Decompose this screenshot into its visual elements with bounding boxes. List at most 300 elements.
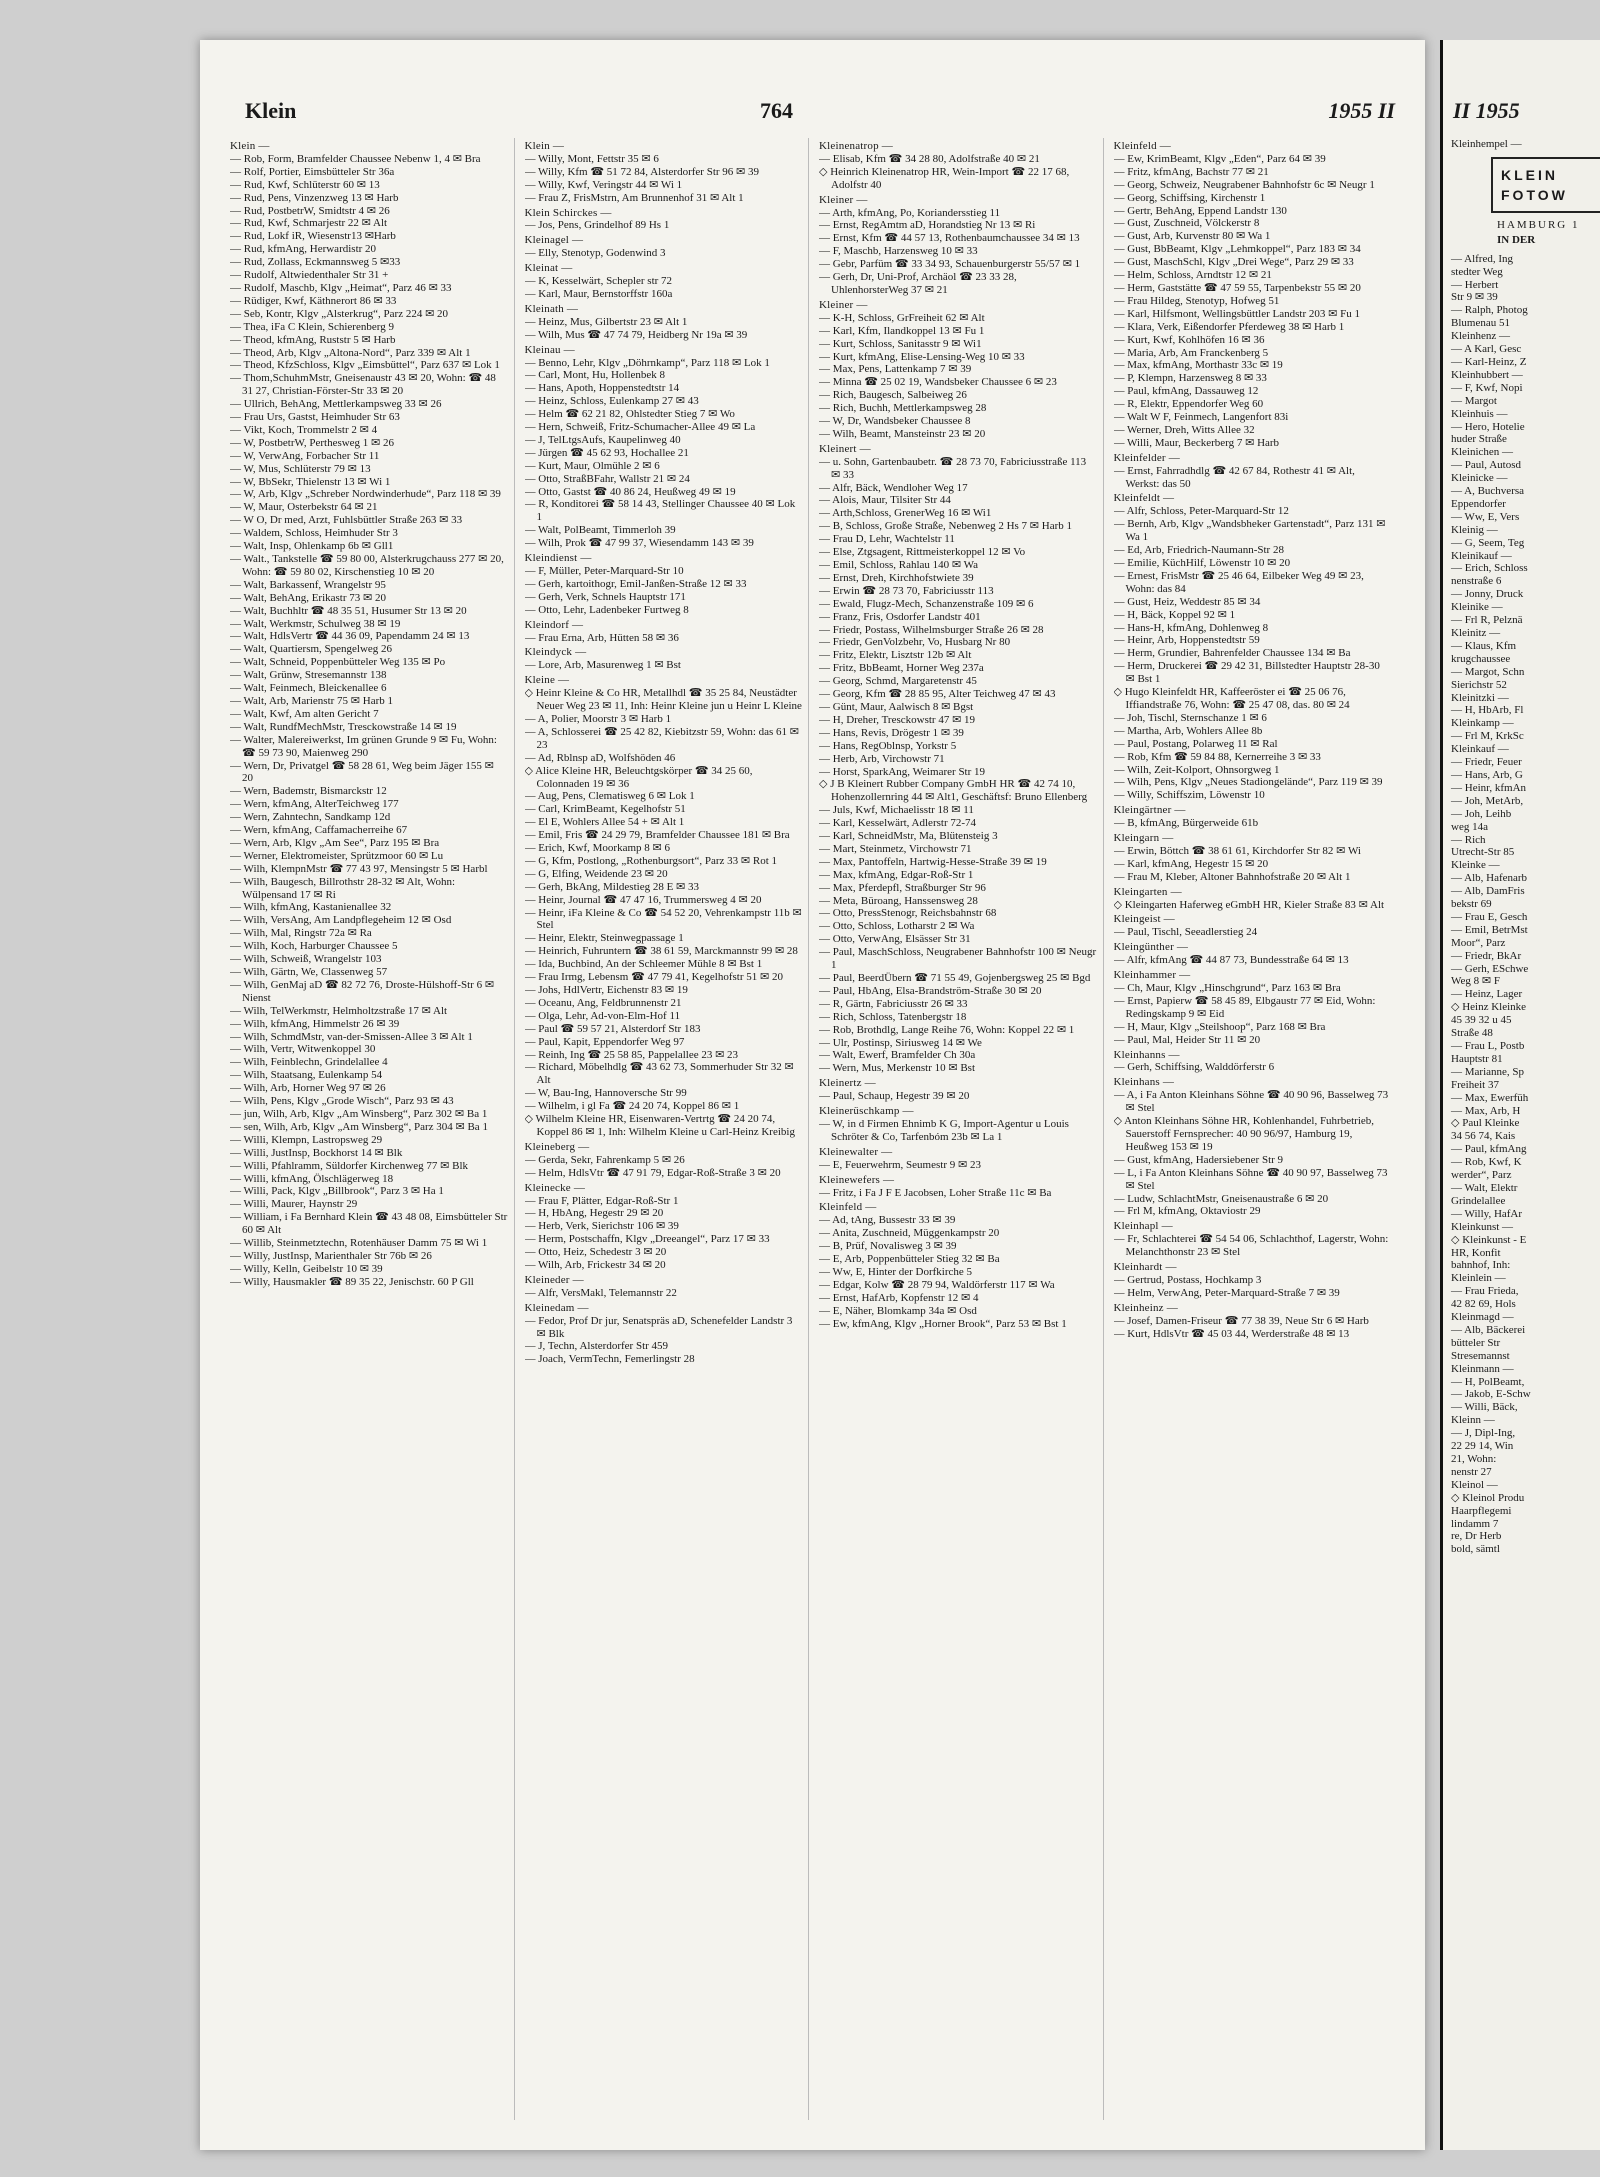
- directory-entry: Kleinhenz —: [1451, 330, 1510, 343]
- directory-entry: — Gerh, Dr, Uni-Prof, Archäol ☎ 23 33 28, UhlenhorsterWeg 37 ✉ 21: [819, 271, 1017, 296]
- directory-entry: — H, PolBeamt,: [1451, 1375, 1525, 1388]
- directory-entry: — Georg, Kfm ☎ 28 85 95, Alter Teichweg 47 ✉ 43: [819, 688, 1056, 701]
- directory-entry: — Ullrich, BehAng, Mettlerkampsweg 33 ✉ 26: [230, 398, 442, 411]
- directory-entry: Moor“, Parz: [1451, 936, 1506, 949]
- directory-entry: — Arth, kfmAng, Po, Koriandersstieg 11: [819, 206, 1001, 219]
- directory-entry: — Ch, Maur, Klgv „Hinschgrund“, Parz 163 ✉ Bra: [1113, 982, 1341, 994]
- surname-heading: Kleinhapl —: [1113, 1220, 1173, 1233]
- directory-entry: — Paul, kfmAng: [1451, 1143, 1527, 1156]
- directory-entry: — Otto, Lehr, Ladenbeker Furtweg 8: [524, 603, 689, 616]
- surname-heading: Klein —: [524, 140, 565, 152]
- directory-entry: ◇ Kleinol Produ: [1451, 1491, 1525, 1504]
- directory-entry: — H, Maur, Klgv „Steilshoop“, Parz 168 ✉ Bra: [1113, 1020, 1326, 1033]
- directory-entry: — Walt W F, Feinmech, Langenfort 83i: [1113, 411, 1289, 424]
- directory-entry: — Herm, Gaststätte ☎ 47 59 55, Tarpenbekstr 55 ✉ 20: [1113, 281, 1361, 294]
- directory-entry: — Ralph, Photog: [1451, 304, 1528, 317]
- directory-entry: — Ernst, RegAmtm aD, Horandstieg Nr 13 ✉ Ri: [819, 219, 1036, 232]
- directory-entry: — Werner, Elektromeister, Sprützmoor 60 ✉ Lu: [230, 849, 444, 862]
- surname-heading: Kleingünther —: [1113, 941, 1189, 954]
- directory-entry: — Karl, Hilfsmont, Wellingsbüttler Landstr 203 ✉ Fu 1: [1113, 307, 1360, 320]
- directory-entry: — Ernst, Kfm ☎ 44 57 13, Rothenbaumchaussee 34 ✉ 13: [819, 232, 1080, 245]
- directory-entry: — Bernh, Arb, Klgv „Wandsbheker Gartenstadt“, Parz 131 ✉ Wa 1: [1113, 518, 1386, 544]
- directory-column-4: [1114, 138, 1398, 2120]
- surname-heading: Kleingärtner —: [1113, 804, 1186, 817]
- directory-entry: Kleinitzki —: [1451, 691, 1509, 704]
- directory-entry: — J, TelLtgsAufs, Kaupelinweg 40: [524, 433, 681, 446]
- directory-entry: — Frau D, Lehr, Wachtelstr 11: [819, 533, 955, 546]
- directory-entry: — Ernst, Fahrradhdlg ☎ 42 67 84, Rothestr 41 ✉ Alt, Werkst: das 50: [1113, 464, 1355, 490]
- directory-entry: — Emil, Schloss, Rahlau 140 ✉ Wa: [819, 559, 979, 571]
- directory-entry: — Rich, Schloss, Tatenbergstr 18: [819, 1010, 967, 1023]
- directory-entry: — Walt, BehAng, Erikastr 73 ✉ 20: [230, 591, 386, 604]
- directory-entry: — Rud, Kwf, Schlüterstr 60 ✉ 13: [230, 178, 380, 191]
- adjacent-page: [1440, 40, 1600, 2150]
- directory-entry: — Walt, Barkassenf, Wrangelstr 95: [230, 578, 386, 591]
- directory-entry: — Rich: [1451, 833, 1486, 846]
- directory-entry: — Walt, Arb, Marienstr 75 ✉ Harb 1: [230, 694, 394, 707]
- directory-entry: — W, PostbetrW, Perthesweg 1 ✉ 26: [230, 436, 395, 449]
- directory-entry: — Olga, Lehr, Ad-von-Elm-Hof 11: [524, 1009, 681, 1022]
- directory-entry: Stresemannst: [1451, 1349, 1510, 1362]
- directory-entry: — Gerh, ESchwe: [1451, 962, 1529, 975]
- directory-entry: — Gertr, BehAng, Eppend Landstr 130: [1113, 204, 1287, 217]
- directory-entry: krugchaussee: [1451, 652, 1511, 665]
- directory-entry: — Emil, BetrMst: [1451, 923, 1528, 936]
- directory-entry: — Waldem, Schloss, Heimhuder Str 3: [230, 527, 398, 540]
- directory-entry: — Gerda, Sekr, Fahrenkamp 5 ✉ 26: [524, 1153, 685, 1166]
- directory-entry: — Willi, Pack, Klgv „Billbrook“, Parz 3 ✉ Ha 1: [230, 1185, 444, 1198]
- directory-entry: — Ewald, Flugz-Mech, Schanzenstraße 109 ✉ 6: [819, 597, 1034, 610]
- directory-entry: — W, Dr, Wandsbeker Chaussee 8: [819, 415, 971, 428]
- directory-entry: — Maria, Arb, Am Franckenberg 5: [1113, 346, 1269, 359]
- directory-entry: — Alfr, kfmAng ☎ 44 87 73, Bundesstraße 64 ✉ 13: [1113, 954, 1349, 967]
- directory-entry: — W, BbSekr, Thielenstr 13 ✉ Wi 1: [230, 475, 391, 488]
- directory-entry: Kleinkunst —: [1451, 1220, 1514, 1233]
- directory-entry: — Paul, BeerdÜbern ☎ 71 55 49, Gojenbergsweg 25 ✉ Bgd: [819, 972, 1091, 984]
- directory-entry: — Herb, Verk, Sierichstr 106 ✉ 39: [524, 1220, 679, 1233]
- directory-entry: — Alb, DamFris: [1451, 885, 1525, 898]
- directory-entry: — Frau E, Gesch: [1451, 910, 1528, 923]
- directory-entry: — Erich, Kwf, Moorkamp 8 ✉ 6: [524, 842, 670, 855]
- directory-entry: — Marianne, Sp: [1451, 1065, 1525, 1078]
- directory-entry: — G, Seem, Teg: [1451, 536, 1525, 549]
- directory-entry: — Frl R, Pelznä: [1451, 614, 1523, 627]
- directory-entry: — Rud, kfmAng, Herwardistr 20: [230, 243, 377, 256]
- directory-entry: — Margot, Schn: [1451, 665, 1525, 678]
- directory-entry: — Walt, PolBeamt, Timmerloh 39: [524, 524, 676, 537]
- directory-entry: — Fritz, kfmAng, Bachstr 77 ✉ 21: [1113, 165, 1269, 178]
- directory-entry: — Karl, Kfm, Ilandkoppel 13 ✉ Fu 1: [819, 324, 985, 337]
- directory-entry: Kleinn —: [1451, 1414, 1495, 1427]
- directory-entry: — Ww, E, Hinter der Dorfkirche 5: [819, 1265, 973, 1278]
- surname-heading: Kleingeist —: [1113, 913, 1175, 926]
- directory-entry: — F, Kwf, Nopi: [1451, 381, 1523, 394]
- surname-heading: Kleindienst —: [524, 552, 592, 565]
- directory-entry: — Gerh, kartoithogr, Emil-Janßen-Straße 12 ✉ 33: [524, 577, 747, 590]
- directory-entry: — Frau Hildeg, Stenotyp, Hofweg 51: [1113, 294, 1280, 307]
- directory-entry: — Herm, Druckerei ☎ 29 42 31, Billstedter Hauptstr 28-30 ✉ Bst 1: [1113, 660, 1380, 686]
- directory-entry: — Walt, Schneid, Poppenbütteler Weg 135 ✉ Po: [230, 656, 446, 669]
- directory-entry: — Max, kfmAng, Morthastr 33c ✉ 19: [1113, 359, 1283, 372]
- surname-heading: Kleineberg —: [524, 1140, 590, 1153]
- directory-entry: — Gust, Arb, Kurvenstr 80 ✉ Wa 1: [1113, 230, 1271, 243]
- directory-entry: — G, Elfing, Weidende 23 ✉ 20: [524, 867, 668, 880]
- surname-heading: Kleinfelder —: [1113, 451, 1180, 464]
- directory-entry: — Max, Pens, Lattenkamp 7 ✉ 39: [819, 363, 972, 376]
- directory-column-3: [819, 138, 1104, 2120]
- directory-entry: — E, Arb, Poppenbütteler Stieg 32 ✉ Ba: [819, 1253, 1000, 1266]
- directory-entry: — Kurt, HdlsVtr ☎ 45 03 44, Werderstraße 48 ✉ 13: [1113, 1327, 1350, 1340]
- directory-entry: — Walt, Insp, Ohlenkamp 6b ✉ Gll1: [230, 540, 394, 553]
- directory-entry: — Friedr, GenVolzbehr, Vo, Husbarg Nr 80: [819, 636, 1011, 649]
- directory-entry: — Max, Arb, H: [1451, 1104, 1521, 1117]
- surname-heading: Kleinat —: [524, 262, 573, 275]
- directory-entry: — Rüdiger, Kwf, Käthnerort 86 ✉ 33: [230, 294, 397, 307]
- directory-entry: — Otto, StraßBFahr, Wallstr 21 ✉ 24: [524, 472, 690, 485]
- surname-heading: Klein Schirckes —: [524, 206, 612, 219]
- directory-entry: — Wern, kfmAng, AlterTeichweg 177: [230, 798, 399, 811]
- directory-entry: — Thea, iFa C Klein, Schierenberg 9: [230, 320, 394, 333]
- directory-entry: — Wilh, Beamt, Mansteinstr 23 ✉ 20: [819, 427, 986, 440]
- directory-entry: — Wilh, Feinblechn, Grindelallee 4: [230, 1056, 388, 1069]
- directory-entry: — Hans, Apoth, Hoppenstedtstr 14: [524, 382, 680, 395]
- directory-entry: — Wilh, Mal, Ringstr 72a ✉ Ra: [230, 927, 372, 940]
- directory-entry: — Walt, Ewerf, Bramfelder Ch 30a: [819, 1049, 976, 1062]
- surname-heading: Kleiner —: [819, 193, 868, 206]
- surname-heading: Kleingarten —: [1113, 885, 1182, 898]
- directory-entry: — Wilh, Staatsang, Eulenkamp 54: [230, 1069, 383, 1082]
- directory-entry: — Otto, PressStenogr, Reichsbahnstr 68: [819, 907, 997, 920]
- directory-entry: — Rob, Brothdlg, Lange Reihe 76, Wohn: Koppel 22 ✉ 1: [819, 1023, 1075, 1036]
- adjacent-page-header: II 1955: [1453, 98, 1520, 123]
- directory-entry: Kleinhuis —: [1451, 407, 1508, 420]
- directory-entry: — K-H, Schloss, GrFreiheit 62 ✉ Alt: [819, 311, 985, 324]
- directory-entry: — Richard, Möbelhdlg ☎ 43 62 73, Sommerhuder Str 32 ✉ Alt: [524, 1061, 794, 1087]
- directory-entry: Sierichstr 52: [1451, 678, 1507, 691]
- directory-entry: — Wern, Bademstr, Bismarckstr 12: [230, 785, 387, 798]
- directory-entry: — Willy, JustInsp, Marienthaler Str 76b ✉ 26: [230, 1249, 432, 1262]
- surname-heading: Kleinecke —: [524, 1181, 586, 1194]
- directory-entry: — Benno, Lehr, Klgv „Döhrnkamp“, Parz 118 ✉ Lok 1: [524, 356, 770, 369]
- directory-entry: — Ernst, Dreh, Kirchhofstwiete 39: [819, 571, 974, 584]
- directory-entry: — Otto, Gastst ☎ 40 86 24, Heußweg 49 ✉ 19: [524, 485, 736, 498]
- directory-entry: — Frau Urs, Gastst, Heimhuder Str 63: [230, 411, 400, 424]
- directory-entry: — Meta, Büroang, Hanssensweg 28: [819, 894, 978, 907]
- directory-entry: — Wilhelm, i gl Fa ☎ 24 20 74, Koppel 86 ✉ 1: [524, 1100, 740, 1113]
- directory-entry: — Georg, Schiffsing, Kirchenstr 1: [1113, 191, 1266, 204]
- directory-entry: ◇ Paul Kleinke: [1451, 1117, 1520, 1130]
- directory-entry: — H, HbAng, Hegestr 29 ✉ 20: [524, 1207, 664, 1220]
- directory-entry: — Friedr, Feuer: [1451, 756, 1522, 769]
- directory-entry: — Herb, Arb, Virchowstr 71: [819, 752, 945, 765]
- directory-entry: — Helm, Schloss, Arndtstr 12 ✉ 21: [1113, 269, 1272, 282]
- directory-entry: — Paul, HbAng, Elsa-Brandström-Straße 30 ✉ 20: [819, 984, 1042, 997]
- directory-entry: — Rud, Kwf, Schmarjestr 22 ✉ Alt: [230, 217, 388, 230]
- directory-entry: — Ulr, Postinsp, Siriusweg 14 ✉ We: [819, 1036, 982, 1049]
- directory-entry: — Herm, Grundier, Bahrenfelder Chaussee 134 ✉ Ba: [1113, 647, 1351, 660]
- directory-entry: — Gust, BbBeamt, Klgv „Lehmkoppel“, Parz 183 ✉ 34: [1113, 243, 1361, 256]
- directory-entry: — Jos, Pens, Grindelhof 89 Hs 1: [524, 219, 670, 232]
- directory-entry: — Heinz, Mus, Gilbertstr 23 ✉ Alt 1: [524, 315, 688, 328]
- directory-column-2: [525, 138, 810, 2120]
- directory-entry: — Wern, Zahntechn, Sandkamp 12d: [230, 811, 391, 824]
- directory-entry: — Paul, kfmAng, Dassauweg 12: [1113, 385, 1259, 398]
- directory-entry: — Ad, tAng, Bussestr 33 ✉ 39: [819, 1214, 956, 1227]
- directory-entry: — Heinz, Lager: [1451, 988, 1523, 1001]
- directory-entry: — Rich, Buchh, Mettlerkampsweg 28: [819, 402, 987, 415]
- directory-entry: — Karl, Kesselwärt, Adlerstr 72-74: [819, 817, 977, 830]
- directory-entry: — Willy, Kwf, Veringstr 44 ✉ Wi 1: [524, 178, 683, 191]
- directory-entry: — E, Feuerwehrm, Seumestr 9 ✉ 23: [819, 1158, 981, 1171]
- directory-entry: — Horst, SparkAng, Weimarer Str 19: [819, 765, 986, 778]
- surname-heading: Kleingarn —: [1113, 832, 1174, 845]
- directory-entry: — Walt, Werkmstr, Schulweg 38 ✉ 19: [230, 617, 401, 630]
- directory-entry: Weg 8 ✉ F: [1451, 975, 1500, 988]
- directory-entry: — Karl-Heinz, Z: [1451, 355, 1527, 368]
- directory-entry: — G, Kfm, Postlong, „Rothenburgsort“, Parz 33 ✉ Rot 1: [524, 854, 778, 867]
- directory-entry: — Karl, SchneidMstr, Ma, Blütensteig 3: [819, 830, 998, 843]
- directory-entry: — W, Arb, Klgv „Schreber Nordwinderhude“, Parz 118 ✉ 39: [230, 488, 501, 501]
- directory-entry: — Otto, Heiz, Schedestr 3 ✉ 20: [524, 1246, 667, 1259]
- directory-entry: Kleinol —: [1451, 1478, 1498, 1491]
- directory-entry: 45 39 32 u 45: [1451, 1014, 1512, 1027]
- directory-entry: — K, Kesselwärt, Schepler str 72: [524, 275, 673, 288]
- directory-entry: Kleinicke —: [1451, 472, 1508, 485]
- directory-entry: — Ew, KrimBeamt, Klgv „Eden“, Parz 64 ✉ 39: [1113, 152, 1326, 165]
- directory-entry: — Joach, VermTechn, Femerlingstr 28: [524, 1353, 695, 1366]
- directory-entry: weg 14a: [1451, 820, 1488, 833]
- directory-entry: — W O, Dr med, Arzt, Fuhlsbüttler Straße 263 ✉ 33: [230, 514, 463, 527]
- directory-entry: — Hans, Arb, G: [1451, 768, 1523, 781]
- directory-entry: — Georg, Schweiz, Neugrabener Bahnhofstr 6c ✉ Neugr 1: [1113, 178, 1375, 191]
- directory-entry: — J, Techn, Alsterdorfer Str 459: [524, 1340, 669, 1353]
- directory-entry: bekstr 69: [1451, 898, 1492, 911]
- directory-entry: Haarpflegemi: [1451, 1504, 1512, 1517]
- directory-entry: — Paul, Postang, Polarweg 11 ✉ Ral: [1113, 737, 1278, 750]
- directory-entry: — Margot: [1451, 394, 1497, 407]
- directory-entry: — Ernst, HafArb, Kopfenstr 12 ✉ 4: [819, 1291, 979, 1304]
- surname-heading: Kleinagel —: [524, 234, 584, 247]
- directory-entry: ◇ Alice Kleine HR, Beleuchtgskörper ☎ 34 25 60, Colonnaden 19 ✉ 36: [524, 764, 753, 790]
- directory-entry: — Wilh, Arb, Frickestr 34 ✉ 20: [524, 1259, 666, 1272]
- directory-entry: — Wilh, TelWerkmstr, Helmholtzstraße 17 ✉ Alt: [230, 1004, 448, 1017]
- directory-entry: ◇ J B Kleinert Rubber Company GmbH HR ☎ 42 74 10, Hohenzollernring 44 ✉ Alt1, Geschäftsf: Bruno Ellenberg: [819, 778, 1088, 804]
- directory-entry: — Helm ☎ 62 21 82, Ohlstedter Stieg 7 ✉ Wo: [524, 408, 735, 421]
- directory-entry: ◇ Wilhelm Kleine HR, Eisenwaren-Vertrtg ☎ 24 20 74, Koppel 86 ✉ 1, Inh: Wilhelm Kleine u Carl-Heinz Kreibig: [524, 1113, 795, 1138]
- directory-entry: — Rolf, Portier, Eimsbütteler Str 36a: [230, 165, 395, 178]
- directory-entry: — Otto, Schloss, Lotharstr 2 ✉ Wa: [819, 920, 975, 933]
- directory-entry: — Wilh, Prok ☎ 47 99 37, Wiesendamm 143 ✉ 39: [524, 537, 754, 550]
- directory-entry: — Wilh, kfmAng, Himmelstr 26 ✉ 39: [230, 1017, 400, 1030]
- surname-heading: Kleinhammer —: [1113, 969, 1191, 982]
- directory-entry: Kleinkamp —: [1451, 717, 1514, 730]
- directory-entry: — Joh, Tischl, Sternschanze 1 ✉ 6: [1113, 711, 1267, 724]
- directory-entry: — Wilh, GenMaj aD ☎ 82 72 76, Droste-Hülshoff-Str 6 ✉ Nienst: [230, 978, 495, 1004]
- surname-heading: Klein —: [230, 140, 270, 152]
- directory-entry: — Gerh, Verk, Schnels Hauptstr 171: [524, 590, 686, 603]
- directory-entry: Kleinitz —: [1451, 627, 1501, 639]
- directory-entry: — Karl, Maur, Bernstorffstr 160a: [524, 287, 673, 300]
- directory-entry: — Wern, Dr, Privatgel ☎ 58 28 61, Weg beim Jäger 155 ✉ 20: [230, 759, 494, 785]
- directory-entry: Kleinke —: [1451, 859, 1500, 872]
- directory-entry: — Paul, Schaup, Hegestr 39 ✉ 20: [819, 1090, 970, 1103]
- directory-entry: — Wilh, Vertr, Witwenkoppel 30: [230, 1043, 376, 1056]
- directory-entry: — Wilh, VersAng, Am Landpflegeheim 12 ✉ Osd: [230, 914, 452, 927]
- directory-entry: — H, HbArb, Fl: [1451, 704, 1524, 717]
- directory-entry: Freiheit 37: [1451, 1078, 1499, 1091]
- directory-entry: — Willi, Bäck,: [1451, 1401, 1518, 1414]
- directory-entry: — W, in d Firmen Ehnimb K G, Import-Agentur u Louis Schröter & Co, Tarfenbóm 23b ✉ La 1: [819, 1117, 1069, 1143]
- directory-entry: — Heinz, Schloss, Eulenkamp 27 ✉ 43: [524, 395, 699, 408]
- directory-entry: — Max, kfmAng, Edgar-Roß-Str 1: [819, 868, 974, 881]
- directory-entry: — Walt, Quartiersm, Spengelweg 26: [230, 643, 393, 656]
- directory-entry: — Wilh, Mus ☎ 47 74 79, Heidberg Nr 19a ✉ 39: [524, 328, 748, 341]
- directory-entry: — Joh, Leihb: [1451, 807, 1512, 820]
- directory-entry: — Theod, kfmAng, Ruststr 5 ✉ Harb: [230, 333, 396, 346]
- directory-entry: — R, Gärtn, Fabriciusstr 26 ✉ 33: [819, 997, 968, 1010]
- directory-entry: — Kurt, kfmAng, Elise-Lensing-Weg 10 ✉ 33: [819, 350, 1025, 363]
- directory-entry: — B, kfmAng, Bürgerweide 61b: [1113, 817, 1259, 830]
- directory-entry: — Willi, Pfahlramm, Süldorfer Kirchenweg 77 ✉ Blk: [230, 1159, 469, 1172]
- surname-heading: Kleinhans —: [1113, 1076, 1175, 1089]
- directory-entry: — Paul, MaschSchloss, Neugrabener Bahnhofstr 100 ✉ Neugr 1: [819, 946, 1097, 972]
- directory-entry: ◇ Heinr Kleine & Co HR, Metallhdl ☎ 35 25 84, Neustädter Neuer Weg 23 ✉ 11, Inh: Heinr Kleine jun u Heinr L Kleine: [524, 687, 802, 713]
- directory-entry: — Paul ☎ 59 57 21, Alsterdorf Str 183: [524, 1022, 701, 1035]
- directory-entry: — Elisab, Kfm ☎ 34 28 80, Adolfstraße 40 ✉ 21: [819, 152, 1040, 165]
- directory-entry: — Walt, Grünw, Stresemannstr 138: [230, 669, 387, 682]
- directory-entry: — Johs, HdlVertr, Eichenstr 83 ✉ 19: [524, 984, 688, 996]
- directory-entry: — Willy, Hausmakler ☎ 89 35 22, Jenischstr. 60 P Gll: [230, 1275, 474, 1288]
- directory-entry: — Alfr, Schloss, Peter-Marquard-Str 12: [1113, 505, 1289, 518]
- directory-entry: re, Dr Herb: [1451, 1530, 1502, 1543]
- directory-entry: Grindelallee: [1451, 1194, 1506, 1207]
- directory-entry: — Paul, Autosd: [1451, 459, 1521, 472]
- directory-entry: — Erwin ☎ 28 73 70, Fabriciusstr 113: [819, 584, 994, 597]
- directory-entry: — Hans, RegOblnsp, Yorkstr 5: [819, 739, 957, 752]
- directory-entry: — Willi, Klempn, Lastropsweg 29: [230, 1133, 383, 1146]
- directory-entry: — Arth,Schloss, GrenerWeg 16 ✉ Wi1: [819, 507, 992, 520]
- directory-entry: — Rob, Kwf, K: [1451, 1156, 1522, 1169]
- directory-entry: — Walt., Tankstelle ☎ 59 80 00, Alsterkrugchauss 277 ✉ 20, Wohn: ☎ 59 80 02, Kirschenstieg 10 ✉ 20: [230, 553, 504, 578]
- directory-entry: — Juls, Kwf, Michaelisstr 18 ✉ 11: [819, 804, 974, 817]
- directory-entry: — Frau L, Postb: [1451, 1040, 1525, 1052]
- directory-entry: — Erich, Schloss: [1451, 562, 1528, 575]
- directory-entry: nenstr 27: [1451, 1465, 1492, 1478]
- directory-entry: — Josef, Damen-Friseur ☎ 77 38 39, Neue Str 6 ✉ Harb: [1113, 1314, 1369, 1327]
- directory-entry: 42 82 69, Hols: [1451, 1298, 1516, 1311]
- directory-entry: Kleinmann —: [1451, 1362, 1514, 1375]
- directory-entry: — H, Bäck, Koppel 92 ✉ 1: [1113, 608, 1236, 621]
- directory-entry: — Alfr, VersMakl, Telemannstr 22: [524, 1286, 677, 1299]
- directory-entry: — Else, Ztgsagent, Rittmeisterkoppel 12 ✉ Vo: [819, 546, 1026, 559]
- directory-entry: — Hern, Schweiß, Fritz-Schumacher-Allee 49 ✉ La: [524, 421, 756, 434]
- directory-entry: — Willi, Maur, Beckerberg 7 ✉ Harb: [1113, 436, 1280, 449]
- directory-entry: — Otto, VerwAng, Elsässer Str 31: [819, 933, 971, 946]
- directory-entry: — Heinr, kfmAn: [1451, 781, 1527, 794]
- directory-entry: — Paul, Mal, Heider Str 11 ✉ 20: [1113, 1033, 1261, 1046]
- directory-entry: bütteler Str: [1451, 1336, 1501, 1349]
- directory-entry: — Ed, Arb, Friedrich-Naumann-Str 28: [1113, 544, 1284, 557]
- directory-entry: — Willi, kfmAng, Ölschlägerweg 18: [230, 1172, 394, 1185]
- directory-entry: — Frl M, kfmAng, Oktaviostr 29: [1113, 1205, 1261, 1218]
- surname-heading: Kleinenatrop —: [819, 140, 893, 152]
- directory-entry: — Jürgen ☎ 45 62 93, Hochallee 21: [524, 446, 689, 459]
- surname-heading: Kleinhardt —: [1113, 1261, 1177, 1274]
- directory-entry: — Willy, HafAr: [1451, 1207, 1523, 1220]
- directory-entry: — Reinh, Ing ☎ 25 58 85, Pappelallee 23 ✉ 23: [524, 1048, 739, 1061]
- directory-entry: — Rudolf, Maschb, Klgv „Heimat“, Parz 46 ✉ 33: [230, 281, 452, 294]
- directory-entry: — B, Prüf, Novalisweg 3 ✉ 39: [819, 1240, 957, 1253]
- directory-entry: Eppendorfer: [1451, 497, 1506, 510]
- directory-entry: — Werner, Dreh, Witts Allee 32: [1113, 423, 1255, 436]
- directory-entry: ◇ Anton Kleinhans Söhne HR, Kohlenhandel, Fuhrbetrieb, Sauerstoff Fernsprecher: 40 90 96/97, Hamburg 19, Heußweg 153 ✉ 19: [1113, 1115, 1375, 1153]
- directory-entry: — Walt, RundfMechMstr, Tresckowstraße 14 ✉ 19: [230, 720, 457, 733]
- surname-heading: Kleinau —: [524, 343, 575, 356]
- directory-entry: — F, Müller, Peter-Marquard-Str 10: [524, 565, 684, 577]
- directory-entry: Hauptstr 81: [1451, 1052, 1503, 1065]
- directory-entry: bold, sämtl: [1451, 1543, 1500, 1556]
- directory-entry: — Alb, Bäckerei: [1451, 1323, 1526, 1336]
- directory-entry: — Ernest, FrisMstr ☎ 25 46 64, Eilbeker Weg 49 ✉ 23, Wohn: das 84: [1113, 569, 1364, 595]
- directory-entry: — Gust, Heiz, Weddestr 85 ✉ 34: [1113, 595, 1261, 608]
- directory-entry: — Ad, Rblnsp aD, Wolfshöden 46: [524, 751, 676, 764]
- surname-heading: Kleinhempel —: [1451, 138, 1522, 150]
- running-head-name: Klein: [245, 98, 297, 123]
- directory-entry: Blumenau 51: [1451, 317, 1510, 330]
- directory-entry: — Gerh, Schiffsing, Walddörferstr 6: [1113, 1061, 1275, 1074]
- directory-entry: — Max, Pantoffeln, Hartwig-Hesse-Straße 39 ✉ 19: [819, 855, 1047, 868]
- directory-entry: — Martha, Arb, Wohlers Allee 8b: [1113, 724, 1263, 737]
- directory-entry: — Ww, E, Vers: [1451, 510, 1520, 523]
- directory-entry: — Heinr, Elektr, Steinwegpassage 1: [524, 932, 684, 945]
- directory-entry: — Herm, Postschaffn, Klgv „Dreeangel“, Parz 17 ✉ 33: [524, 1233, 770, 1246]
- directory-entry: — sen, Wilh, Arb, Klgv „Am Winsberg“, Parz 304 ✉ Ba 1: [230, 1120, 488, 1133]
- directory-entry: — Thom,SchuhmMstr, Gneisenaustr 43 ✉ 20, Wohn: ☎ 48 31 27, Christian-Förster-Str 33 ✉ 20: [230, 372, 496, 398]
- directory-entry: — Wilh, kfmAng, Kastanienallee 32: [230, 901, 392, 914]
- directory-entry: — Max, Pferdepfl, Straßburger Str 96: [819, 881, 986, 894]
- directory-entry: — Wern, Mus, Merkenstr 10 ✉ Bst: [819, 1062, 976, 1075]
- directory-entry: — R, Konditorei ☎ 58 14 43, Stellinger Chaussee 40 ✉ Lok 1: [524, 498, 796, 524]
- directory-entry: — Walt, Elektr: [1451, 1181, 1518, 1194]
- directory-entry: — Walt, Buchhltr ☎ 48 35 51, Husumer Str 13 ✉ 20: [230, 604, 467, 617]
- directory-entry: — Gust, kfmAng, Hadersiebener Str 9: [1113, 1153, 1284, 1166]
- surname-heading: Kleiner —: [819, 298, 868, 311]
- directory-entry: — Heinr, iFa Kleine & Co ☎ 54 52 20, Vehrenkampstr 11b ✉ Stel: [524, 906, 802, 932]
- directory-column-1: [230, 138, 515, 2120]
- directory-page: [200, 40, 1425, 2150]
- directory-entry: — W, Maur, Osterbekstr 64 ✉ 21: [230, 501, 378, 514]
- directory-entry: — H, Dreher, Tresckowstr 47 ✉ 19: [819, 713, 976, 726]
- directory-entry: — Georg, Schmd, Margaretenstr 45: [819, 675, 977, 688]
- directory-entry: 34 56 74, Kais: [1451, 1130, 1516, 1143]
- directory-entry: — Heinrich, Fuhruntern ☎ 38 61 59, Marckmannstr 99 ✉ 28: [524, 945, 798, 958]
- directory-entry: — Wilh, Koch, Harburger Chaussee 5: [230, 940, 398, 953]
- directory-entry: bahnhof, Inh:: [1451, 1259, 1511, 1272]
- directory-entry: — Hans-H, kfmAng, Dohlenweg 8: [1113, 621, 1269, 634]
- directory-entry: — Helm, VerwAng, Peter-Marquard-Straße 7 ✉ 39: [1113, 1286, 1340, 1299]
- directory-entry: — Alfred, Ing: [1451, 252, 1514, 265]
- directory-entry: — Gerh, BkAng, Mildestieg 28 E ✉ 33: [524, 880, 700, 893]
- surname-heading: Kleindorf —: [524, 618, 584, 631]
- directory-entry: — Aug, Pens, Clematisweg 6 ✉ Lok 1: [524, 790, 695, 803]
- surname-heading: Kleinedam —: [524, 1301, 589, 1314]
- surname-heading: Kleinfeld —: [1113, 140, 1171, 152]
- directory-entry: — W, VerwAng, Forbacher Str 11: [230, 449, 380, 462]
- directory-entry: — Alois, Maur, Tilsiter Str 44: [819, 494, 951, 507]
- directory-entry: — Ida, Buchbind, An der Schleemer Mühle 8 ✉ Bst 1: [524, 958, 763, 971]
- directory-entry: — Fr, Schlachterei ☎ 54 54 06, Schlachthof, Lagerstr, Wohn: Melanchthonstr 23 ✉ Stel: [1113, 1233, 1389, 1259]
- directory-entry: — Gebr, Parfüm ☎ 33 34 93, Schauenburgerstr 55/57 ✉ 1: [819, 258, 1081, 271]
